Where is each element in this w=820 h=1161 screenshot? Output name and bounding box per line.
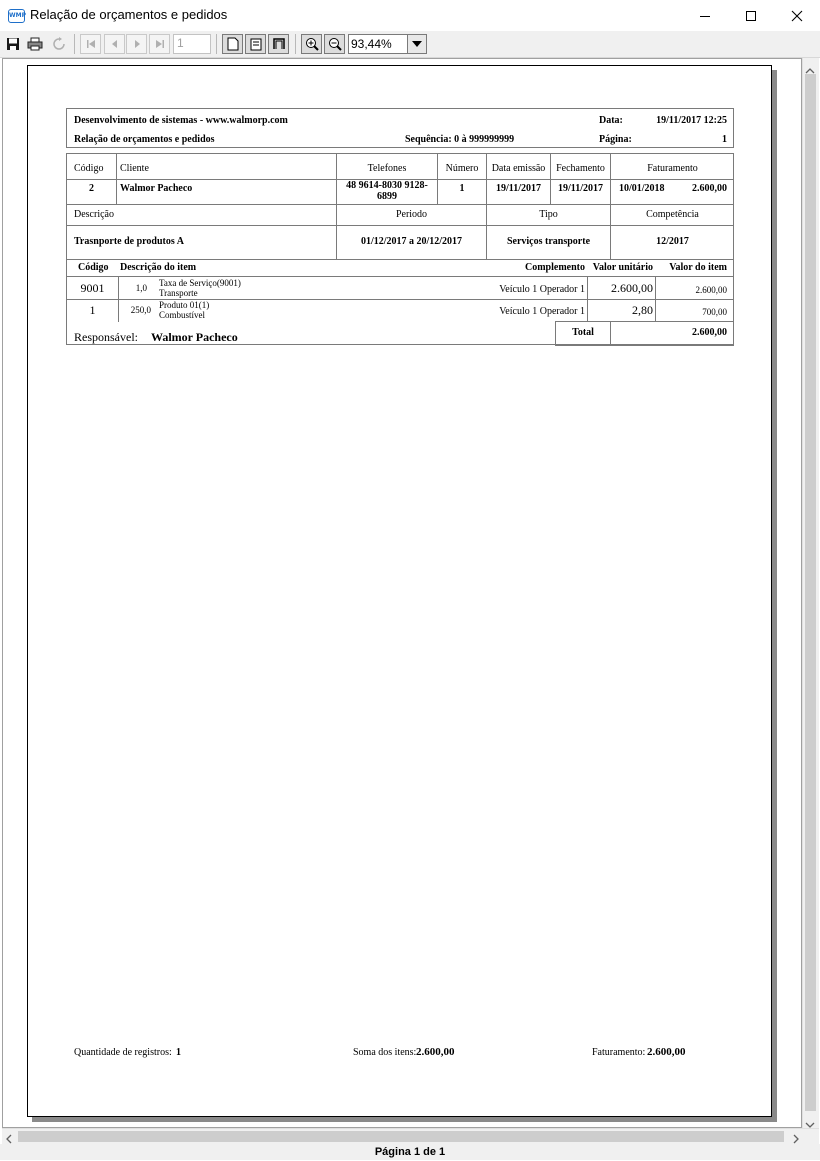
detail-descricao: Trasnporte de produtos A — [74, 236, 184, 247]
item-col-descricao: Descrição do item — [120, 262, 197, 273]
col-telefones: Telefones — [367, 163, 407, 174]
item-2-codigo: 1 — [89, 303, 96, 317]
zoom-in-icon — [305, 37, 319, 51]
item-1-valor-item: 2.600,00 — [695, 285, 727, 295]
toolbar — [0, 31, 820, 58]
close-button[interactable] — [774, 0, 820, 31]
item-2-complemento: Veículo 1 Operador 1 — [499, 306, 585, 317]
maximize-icon — [745, 10, 757, 22]
total-value: 2.600,00 — [692, 327, 727, 338]
col-fechamento: Fechamento — [556, 163, 605, 174]
single-page-icon — [227, 37, 239, 51]
item-1-codigo: 9001 — [80, 281, 105, 295]
item-col-valor-unitario: Valor unitário — [592, 262, 653, 273]
col-tipo: Tipo — [539, 209, 558, 220]
col-periodo: Periodo — [395, 209, 428, 220]
col-codigo: Código — [74, 163, 104, 174]
page-label: Página: — [599, 134, 632, 145]
maximize-button[interactable] — [728, 0, 774, 31]
zoom-select[interactable]: 93,44% — [348, 34, 408, 54]
company-name: Desenvolvimento de sistemas - www.walmorp.com — [74, 115, 288, 126]
whole-page-button[interactable] — [268, 34, 289, 54]
prev-page-icon — [109, 38, 121, 50]
date-label: Data: — [599, 115, 623, 126]
item-1-complemento: Veículo 1 Operador 1 — [499, 284, 585, 295]
item-1-quantidade: 1,0 — [135, 283, 147, 293]
vertical-scroll-thumb[interactable] — [805, 74, 816, 1111]
order-faturamento-data: 10/01/2018 — [619, 183, 665, 194]
app-logo-icon: WMP — [8, 9, 25, 23]
order-cliente: Walmor Pacheco — [120, 183, 193, 194]
zoom-dropdown-button[interactable] — [407, 34, 427, 54]
zoom-out-icon — [328, 37, 342, 51]
sequence-range: Sequência: 0 à 999999999 — [405, 134, 515, 145]
last-page-button[interactable] — [149, 34, 170, 54]
item-col-complemento: Complemento — [525, 262, 585, 273]
report-page — [27, 65, 772, 1117]
order-codigo: 2 — [89, 183, 94, 194]
item-2-quantidade: 250,0 — [130, 305, 151, 315]
detail-periodo: 01/12/2017 a 20/12/2017 — [360, 236, 463, 247]
faturamento-value: 2.600,00 — [647, 1046, 686, 1058]
print-icon — [27, 37, 43, 51]
first-page-icon — [85, 38, 97, 50]
item-2-valor-item: 700,00 — [702, 307, 727, 317]
save-button[interactable] — [2, 34, 23, 54]
first-page-button[interactable] — [80, 34, 101, 54]
window-title: Relação de orçamentos e pedidos — [30, 7, 228, 22]
save-icon — [6, 37, 20, 51]
order-numero: 1 — [459, 183, 465, 194]
col-numero: Número — [445, 163, 479, 174]
item-1-valor-unitario: 2.600,00 — [611, 281, 653, 295]
responsavel-label: Responsável: — [74, 330, 138, 344]
detail-tipo: Serviços transporte — [506, 236, 591, 247]
item-col-valor-item: Valor do item — [669, 262, 727, 273]
detail-competencia: 12/2017 — [656, 236, 689, 247]
date-value: 19/11/2017 12:25 — [656, 115, 727, 126]
qtd-registros-label: Quantidade de registros: — [74, 1047, 172, 1058]
zoom-out-button[interactable] — [324, 34, 345, 54]
order-faturamento-valor: 2.600,00 — [692, 183, 727, 194]
col-descricao: Descrição — [74, 209, 114, 220]
next-page-icon — [131, 38, 143, 50]
soma-itens-label: Soma dos itens: — [353, 1047, 417, 1058]
item-col-codigo: Código — [78, 262, 109, 273]
col-faturamento: Faturamento — [647, 163, 698, 174]
status-bar: Página 1 de 1 — [0, 1144, 820, 1160]
single-page-button[interactable] — [222, 34, 243, 54]
minimize-icon — [699, 10, 711, 22]
order-data-emissao: 19/11/2017 — [495, 183, 541, 194]
close-icon — [791, 10, 803, 22]
page-width-button[interactable] — [245, 34, 266, 54]
page-value: 1 — [722, 134, 727, 145]
order-fechamento: 19/11/2017 — [557, 183, 603, 194]
order-telefones: 48 9614-8030 9128- 6899 — [346, 180, 428, 202]
col-cliente: Cliente — [120, 163, 149, 174]
page-width-icon — [249, 37, 263, 51]
horizontal-scroll-thumb[interactable] — [18, 1131, 784, 1142]
col-competencia: Competência — [646, 209, 699, 220]
prev-page-button[interactable] — [104, 34, 125, 54]
next-page-button[interactable] — [126, 34, 147, 54]
refresh-icon — [52, 37, 66, 51]
refresh-button[interactable] — [48, 34, 69, 54]
whole-page-icon — [272, 37, 286, 51]
soma-itens-value: 2.600,00 — [416, 1046, 455, 1058]
minimize-button[interactable] — [682, 0, 728, 31]
print-button[interactable] — [24, 34, 45, 54]
chevron-down-icon — [412, 41, 422, 47]
last-page-icon — [154, 38, 166, 50]
total-label: Total — [572, 327, 594, 338]
responsavel-value: Walmor Pacheco — [151, 330, 238, 344]
zoom-in-button[interactable] — [301, 34, 322, 54]
item-1-descricao: Taxa de Serviço(9001) Transporte — [159, 278, 241, 298]
faturamento-label: Faturamento: — [592, 1047, 646, 1058]
page-number-input[interactable]: 1 — [173, 34, 211, 54]
item-2-valor-unitario: 2,80 — [632, 303, 653, 317]
item-2-descricao: Produto 01(1) Combustível — [159, 300, 210, 320]
qtd-registros-value: 1 — [176, 1047, 181, 1058]
report-subtitle: Relação de orçamentos e pedidos — [74, 134, 215, 145]
col-data-emissao: Data emissão — [491, 163, 546, 174]
title-bar — [0, 0, 820, 31]
